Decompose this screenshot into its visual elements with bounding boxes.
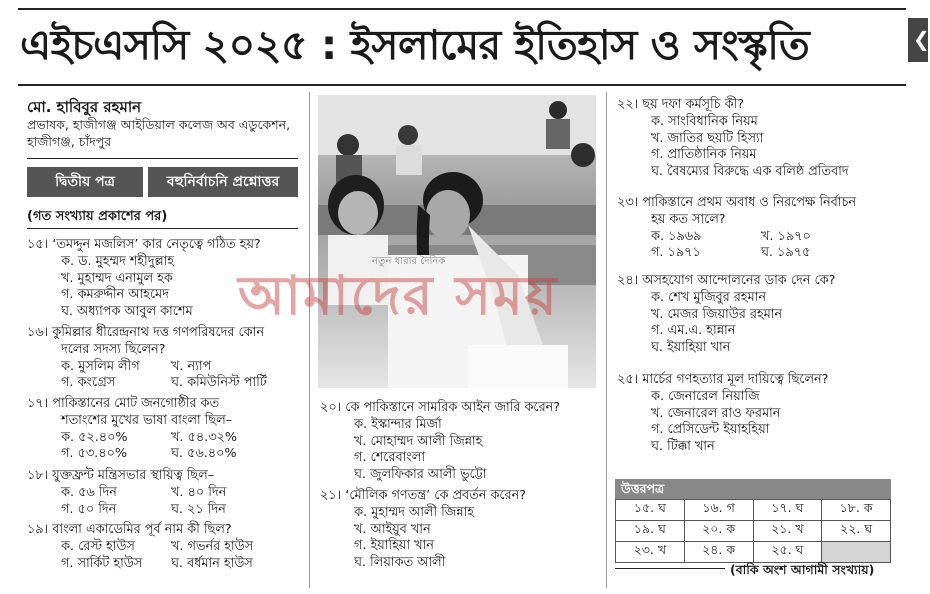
option: ঘ. বৈষম্যের বিরুদ্ধে এক বলিষ্ঠ প্রতিবাদ — [651, 164, 849, 180]
option: ঘ. ইয়াহিয়া খান — [651, 340, 731, 356]
option: ক. সাংবিধানিক নিয়ম — [651, 113, 758, 129]
question-text: ১৭। পাকিস্তানের মোট জনগোষ্ঠীর কত — [27, 396, 220, 411]
question-15 — [27, 237, 261, 321]
newspaper-watermark: আমাদের সময় — [238, 264, 559, 327]
option: খ. মেজর জিয়াউর রহমান — [651, 306, 783, 322]
option: খ. আইয়ুব খান — [354, 521, 431, 537]
option: ঘ. ১৯৭৫ — [761, 245, 811, 261]
question-23 — [617, 195, 871, 262]
question-text: দলের সদস্য ছিলেন? — [61, 341, 166, 357]
answer-cell-empty — [822, 542, 891, 563]
question-text: ২২। ছয় দফা কর্মসূচি কী? — [617, 97, 745, 112]
answer-key-table — [615, 499, 891, 563]
question-25 — [617, 372, 828, 456]
answer-key-heading: উত্তরপত্র — [615, 479, 891, 499]
question-22 — [617, 97, 849, 181]
option: গ. প্রেসিডেন্ট ইয়াহহিয়া — [651, 422, 770, 438]
option: ক. ইস্কান্দার মির্জা — [354, 416, 442, 432]
option: গ. ইয়াহিয়া খান — [354, 538, 434, 554]
question-text: ১৯। বাংলা একাডেমির পূর্ব নাম কী ছিল? — [27, 522, 232, 537]
question-21 — [320, 488, 526, 572]
option: ক. ড. মুহম্মদ শহীদুল্লাহ — [61, 253, 174, 269]
option: ক. ১৯৬৯ — [651, 228, 702, 244]
table-row — [616, 521, 891, 542]
question-text: ১৬। কুমিল্লার ধীরেন্দ্রনাথ দত্ত গণপরিষদের কোন — [27, 325, 264, 340]
question-type-tag: বহুনির্বাচনি প্রশ্নোত্তর — [148, 167, 298, 197]
option: খ. ৪০ দিন — [171, 484, 227, 500]
question-19 — [27, 522, 281, 572]
option: ঘ. টিক্কা খান — [651, 439, 715, 455]
question-20 — [320, 400, 560, 484]
question-17 — [27, 396, 281, 463]
option: ঘ. জুলফিকার আলী ভুট্টো — [354, 467, 487, 483]
option: ক. মুসলিম লীগ — [61, 358, 140, 374]
option: ক. রেস্ট হাউস — [61, 538, 135, 554]
top-rule — [18, 8, 906, 10]
question-text: ২১। ‘মৌলিক গণতন্ত্র’ কে প্রবর্তন করেন? — [320, 488, 527, 503]
option: ঘ. ২১ দিন — [171, 501, 226, 517]
question-18 — [27, 468, 281, 518]
option: খ. জেনারেল রাও ফরমান — [651, 405, 781, 421]
option: ঘ. কমিউনিস্ট পার্টি — [171, 375, 267, 391]
author-name: মো. হাবিবুর রহমান — [27, 98, 142, 116]
table-row — [616, 542, 891, 563]
answer-cell: ২২. ঘ — [822, 521, 891, 542]
question-text: ২৪। অসহযোগ আন্দোলনের ডাক দেন কে? — [617, 273, 836, 288]
option: খ. ৫৪.৩২% — [171, 429, 238, 445]
option: গ. সার্কিট হাউস — [61, 555, 143, 571]
byline-rule — [27, 158, 298, 159]
title-rule — [18, 84, 906, 86]
answer-cell: ১৭. ঘ — [753, 500, 822, 521]
continuation-note: (গত সংখ্যায় প্রকাশের পর) — [27, 209, 168, 224]
option: খ. ১৯৭০ — [761, 228, 811, 244]
answer-cell: ১৯. ঘ — [616, 521, 685, 542]
question-text: ২৩। পাকিস্তানে প্রথম অবাধ ও নিরপেক্ষ নির্বাচন — [617, 195, 856, 210]
option: ঘ. বর্ধমান হাউস — [171, 555, 253, 571]
cropped-next-column-marker: ❮ — [908, 18, 928, 62]
question-text: শতাংশের মুখের ভাষা বাংলা ছিল– — [61, 412, 233, 428]
option: ক. ৫২.৪০% — [61, 429, 128, 445]
option: গ. ৫০ দিন — [61, 501, 117, 517]
table-row — [616, 500, 891, 521]
answer-cell: ১৮. ক — [822, 500, 891, 521]
note-rule — [27, 228, 298, 229]
option: গ. শেরেবাংলা — [354, 450, 426, 466]
footer-rule — [615, 568, 725, 569]
option: ক. ৫৬ দিন — [61, 484, 117, 500]
continued-note: (বাকি অংশ আগামী সংখ্যায়) — [730, 562, 875, 577]
option: খ. মোহাম্মদ আলী জিন্নাহ — [354, 433, 483, 449]
question-text: ২০। কে পাকিস্তানে সামরিক আইন জারি করেন? — [320, 400, 561, 415]
question-text: ১৮। যুক্তফ্রন্ট মন্ত্রিসভার স্থায়িত্ব ছিল– — [27, 468, 215, 483]
option: গ. এম.এ. হান্নান — [651, 323, 736, 339]
answer-cell: ২৪. ক — [684, 542, 753, 563]
exam-hall-photo — [318, 95, 596, 388]
option: গ. কংগ্রেস — [61, 375, 116, 391]
option: ক. শেখ মুজিবুর রহমান — [651, 289, 766, 305]
students-illustration — [318, 95, 596, 388]
option: খ. জাতির ছয়টি হিস্যা — [651, 130, 764, 146]
answer-cell: ২৩. খ — [616, 542, 685, 563]
option: ক. জেনারেল নিয়াজি — [651, 388, 760, 404]
question-text: ২৫। মার্চের গণহত্যার মূল দায়িত্বে ছিলেন? — [617, 372, 829, 387]
answer-cell: ১৬. গ — [684, 500, 753, 521]
option: খ. গভর্নর হাউস — [171, 538, 254, 554]
option: ঘ. অধ্যাপক আবুল কাশেম — [61, 304, 193, 320]
option: ঘ. লিয়াকত আলী — [354, 555, 446, 571]
option: গ. প্রাতিষ্ঠানিক নিয়ম — [651, 147, 757, 163]
answer-cell: ২৫. ঘ — [753, 542, 822, 563]
question-text: ১৫। ‘তমদ্দুন মজলিস’ কার নেতৃত্বে গঠিত হয়? — [27, 237, 261, 252]
answer-cell: ২০. ক — [684, 521, 753, 542]
option: গ. ৫৩.৪০% — [61, 446, 127, 462]
column-divider-right — [606, 92, 607, 588]
option: গ. ১৯৭১ — [651, 245, 701, 261]
question-text: হয় কত সালে? — [651, 211, 726, 227]
option: খ. মুহাম্মদ এনামুল হক — [61, 270, 173, 286]
answer-cell: ২১. খ — [753, 521, 822, 542]
answer-cell: ১৫. ঘ — [616, 500, 685, 521]
question-24 — [617, 273, 835, 357]
paper-tag: দ্বিতীয় পত্র — [27, 167, 143, 197]
option: গ. কমরুদ্দীন আহমেদ — [61, 287, 169, 303]
watermark-tagline: নতুন ধারার দৈনিক — [372, 256, 446, 267]
option: ঘ. ৫৬.৪০% — [171, 446, 237, 462]
option: ক. মুহাম্মদ আলী জিন্নাহ — [354, 504, 474, 520]
option: খ. ন্যাপ — [171, 358, 212, 374]
author-affiliation: প্রভাষক, হাজীগঞ্জ আইডিয়াল কলেজ অব এডুকেশন, হাজীগঞ্জ, চাঁদপুর — [27, 117, 291, 149]
page-title: এইচএসসি ২০২৫ : ইসলামের ইতিহাস ও সংস্কৃতি — [20, 21, 810, 69]
